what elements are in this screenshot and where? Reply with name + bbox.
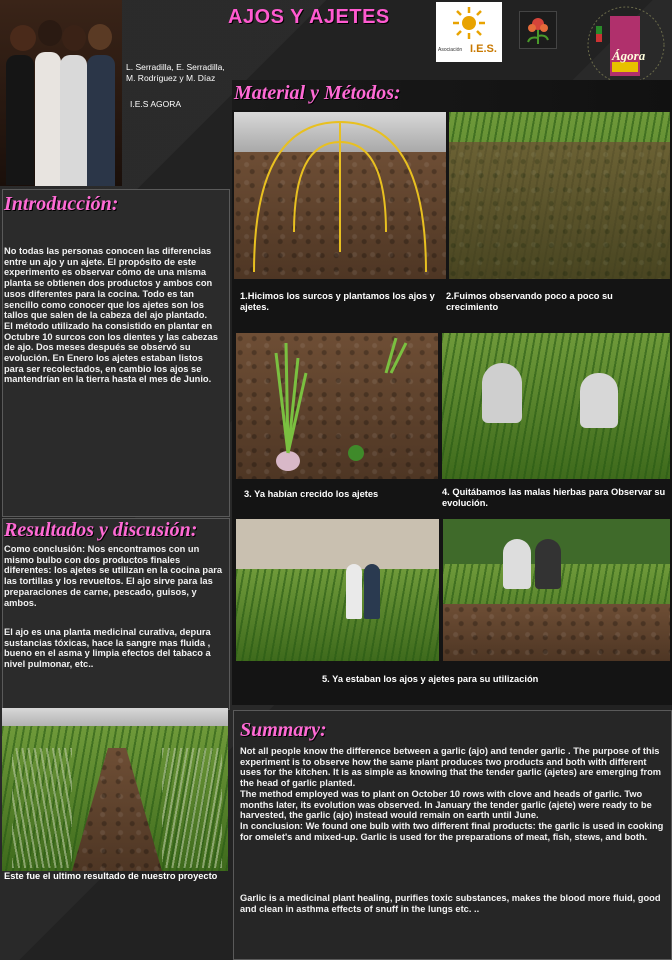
school-name: I.E.S AGORA bbox=[130, 99, 182, 109]
photo-3-sprouts bbox=[236, 333, 438, 479]
agora-logo bbox=[582, 2, 670, 88]
results-text-2: El ajo es una planta medicinal curativa, depura sustancias tóxicas, hace la sangre mas fluida , bueno en el asma y limpia efectos del tabaco a nivel pulmonar, etc.. bbox=[4, 627, 211, 670]
association-logo-small-text: Asociación bbox=[438, 47, 463, 53]
garlic-sprout-icon bbox=[236, 333, 438, 479]
authors-list: L. Serradilla, E. Serradilla, M. Rodríguez y M. Díaz bbox=[126, 62, 225, 83]
poster-title: AJOS Y AJETES bbox=[228, 6, 390, 28]
caption-1: 1.Hicimos los surcos y plantamos los ajos y ajetes. bbox=[240, 291, 435, 312]
results-heading: Resultados y discusión: bbox=[4, 519, 198, 541]
association-logo-big-text: I.E.S. bbox=[470, 43, 497, 55]
greenhouse-frame-icon bbox=[234, 112, 446, 279]
photo-4-weeding bbox=[442, 333, 670, 479]
intro-heading: Introducción: bbox=[4, 193, 119, 215]
agora-logo-text: Ágora bbox=[612, 48, 646, 63]
material-heading: Material y Métodos: bbox=[234, 82, 401, 104]
final-photo-caption: Este fue el ultimo resultado de nuestro proyecto bbox=[4, 871, 218, 881]
caption-5: 5. Ya estaban los ajos y ajetes para su utilización bbox=[322, 674, 539, 684]
summary-text-1: Not all people know the difference between a garlic (ajo) and tender garlic . The purpose of this experiment is to observe how the same plant produces two products and both with different uses for the kitchen. It is as simple as knowing that the tender garlic (ajetes) are emerging from the head of garlic planted. The method employed was to plant on October 10 rows with clove and heads of garlic. Two months later, its evolution was observed. In January the tender garlic (ajete) were ready to be harvested, the garlic (ajo) instead would remain on earth until June. In conclusion: We found one bulb with two different final products: the garlic is used in cooking for omelet's and mixed-up. Garlic is used for the preparations of meat, fish, stews, and both. bbox=[240, 746, 664, 842]
flower-logo bbox=[519, 11, 557, 49]
flower-icon bbox=[520, 12, 556, 48]
photo-2-growth bbox=[449, 112, 670, 279]
summary-heading: Summary: bbox=[240, 719, 327, 741]
agora-seal-icon bbox=[582, 2, 670, 88]
photo-5b-greenhouse bbox=[443, 519, 670, 661]
sun-icon bbox=[452, 6, 486, 40]
association-logo bbox=[436, 2, 502, 62]
authors-photo bbox=[0, 0, 122, 186]
summary-text-2: Garlic is a medicinal plant healing, purifies toxic substances, makes the blood more fluid, good and clean in asthma effects of snuff in the lungs etc. .. bbox=[240, 893, 661, 914]
results-text-1: Como conclusión: Nos encontramos con un mismo bulbo con dos productos finales diferentes: los ajetes se utilizan en la cocina para las tortillas y los revueltos. El ajo sirve para las preparaciones de carne, pescado, guisos, y ambos. bbox=[4, 544, 223, 608]
photo-5a-greenhouse bbox=[236, 519, 439, 661]
intro-text: No todas las personas conocen las diferencias entre un ajo y un ajete. El propósito de este experimento es observar cómo de una misma planta se obtienen dos productos y ambos con usos diferentes para la cocina. Todo es tan sencillo como conocer que los ajetes son los tallos que salen de la cabeza del ajo plantado. El método utilizado ha consistido en plantar en Octubre 10 surcos con los dientes y las cabezas de ajo. Dos meses después se observó su evolución. En Enero los ajetes estaban listos para ser recolectados, en cambio los ajos se mantendrían en la tierra hasta el mes de Junio. bbox=[4, 246, 218, 385]
caption-2: 2.Fuimos observando poco a poco su crecimiento bbox=[446, 291, 613, 312]
photo-1-furrows bbox=[234, 112, 446, 279]
caption-4: 4. Quitábamos las malas hierbas para Observar su evolución. bbox=[442, 487, 666, 508]
caption-3: 3. Ya habían crecido los ajetes bbox=[244, 489, 379, 499]
final-harvest-photo bbox=[2, 708, 228, 871]
